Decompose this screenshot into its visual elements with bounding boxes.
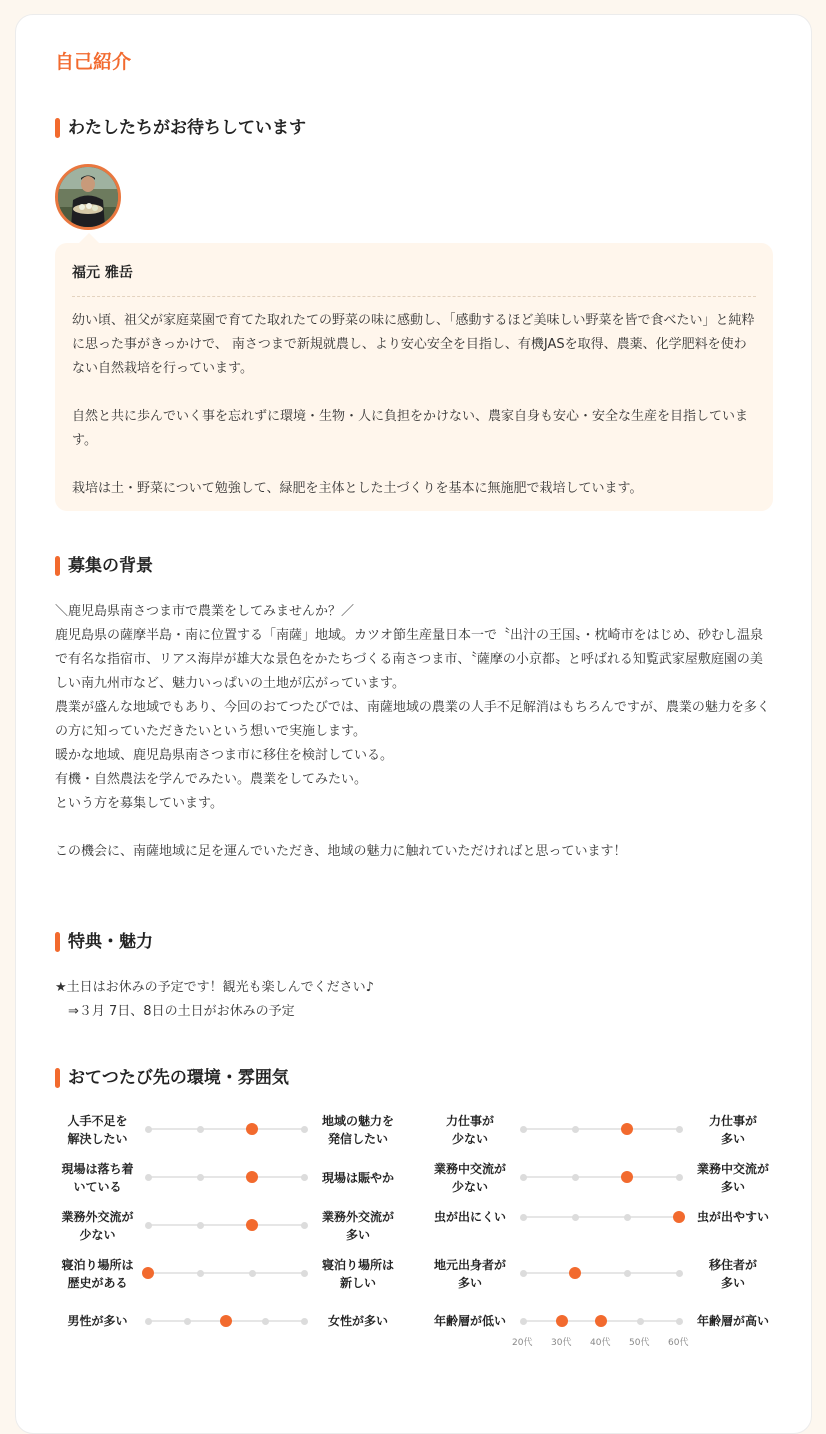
background-line: ＼鹿児島県南さつま市で農業をしてみませんか？／: [55, 604, 355, 619]
host-paragraph: 栽培は土・野菜について勉強して、緑肥を主体とした土づくりを基本に無施肥で栽培しています。: [72, 481, 643, 496]
age-tick-label: 40代: [590, 1338, 611, 1348]
scale-row: [0, 1312, 826, 1352]
scale-left-label: 力仕事が 少ない: [445, 1114, 494, 1146]
scale-right-label: 移住者が 多い: [708, 1258, 757, 1290]
perks-line: ⇒３月 7日、8日の土日がお休みの予定: [55, 1004, 295, 1019]
background-line: この機会に、南薩地域に足を運んでいただき、地域の魅力に触れていただければと思っています！: [55, 844, 627, 859]
background-line: 暖かな地域、鹿児島県南さつま市に移住を検討している。: [55, 748, 394, 763]
scale-right-label: 現場は賑やか: [321, 1171, 394, 1185]
scale-right-label: 年齢層が高い: [696, 1314, 769, 1328]
scale-step: [624, 1214, 631, 1221]
scale-left-label: 現場は落ち着 いている: [61, 1162, 134, 1194]
background-line: という方を募集しています。: [55, 796, 223, 811]
scale-right-label: 地域の魅力を 発信したい: [321, 1114, 394, 1146]
scale-marker: [595, 1315, 607, 1327]
scale-row: [0, 1160, 826, 1200]
background-line: 有機・自然農法を学んでみたい。農業をしてみたい。: [55, 772, 368, 787]
scale-right-label: 寝泊り場所は 新しい: [321, 1258, 394, 1290]
section-heading-host: わたしたちがお待ちしています: [55, 117, 306, 139]
scale-left-label: 寝泊り場所は 歴史がある: [61, 1258, 134, 1290]
scale-track: [523, 1272, 679, 1274]
scale-left-label: 人手不足を 解決したい: [67, 1114, 128, 1146]
perks-line: ★土日はお休みの予定です！観光も楽しんでください♪: [55, 980, 374, 995]
scale-row: [0, 1208, 826, 1248]
scale-marker: [621, 1123, 633, 1135]
scale-right-label: 業務中交流が 多い: [696, 1162, 769, 1194]
scale-step: [676, 1174, 683, 1181]
farmer-photo-icon: [58, 167, 118, 227]
divider: [72, 296, 756, 297]
scale-row: [0, 1256, 826, 1296]
scale-step: [624, 1270, 631, 1277]
age-tick-label: 20代: [512, 1338, 533, 1348]
scale-left-label: 業務外交流が 少ない: [61, 1210, 134, 1242]
scale-track: [523, 1216, 679, 1218]
background-line: 農業が盛んな地域でもあり、今回のおてつたびでは、南薩地域の農業の人手不足解消はもちろんですが、農業の魅力を多くの方に知っていただきたいという想いで実施します。: [55, 700, 770, 739]
page-title: 自己紹介: [55, 51, 132, 73]
scale-step: [520, 1126, 527, 1133]
scale-step: [572, 1174, 579, 1181]
background-line: 鹿児島県の薩摩半島・南に位置する「南薩」地域。カツオ節生産量日本一で〝出汁の王国〟・枕崎市をはじめ、砂むし温泉で有名な指宿市、リアス海岸が雄大な景色をかたちづくる南さつま市、〝薩摩の小京都〟と呼ばれる知覧武家屋敷庭園の美しい南九州市など、魅力いっぱいの土地が広がっています。: [55, 628, 763, 691]
scale-step: [520, 1318, 527, 1325]
scale-track: [523, 1176, 679, 1178]
scale-step: [676, 1270, 683, 1277]
age-tick-label: 60代: [668, 1338, 689, 1348]
scale-left-label: 地元出身者が 多い: [433, 1258, 506, 1290]
scale-row: [0, 1112, 826, 1152]
scale-marker: [673, 1211, 685, 1223]
section-heading-environment: おてつたび先の環境・雰囲気: [55, 1067, 289, 1089]
scale-right-label: 虫が出やすい: [696, 1210, 769, 1224]
background-text: [55, 600, 775, 864]
scale-step: [637, 1318, 644, 1325]
scale-marker: [621, 1171, 633, 1183]
scale-left-label: 業務中交流が 少ない: [433, 1162, 506, 1194]
scale-right-label: 業務外交流が 多い: [321, 1210, 394, 1242]
scale-right-label: 女性が多い: [327, 1314, 388, 1328]
section-heading-perks: 特典・魅力: [55, 931, 153, 953]
host-paragraph: 自然と共に歩んでいく事を忘れずに環境・生物・人に負担をかけない、農家自身も安心・安全な生産を目指しています。: [72, 409, 749, 448]
scale-step: [520, 1174, 527, 1181]
scale-step: [572, 1214, 579, 1221]
scale-step: [520, 1270, 527, 1277]
scale-marker: [556, 1315, 568, 1327]
scale-step: [676, 1126, 683, 1133]
scale-left-label: 年齢層が低い: [433, 1314, 506, 1328]
section-heading-background: 募集の背景: [55, 555, 153, 577]
host-message-bubble: [55, 243, 773, 511]
host-paragraph: 幼い頃、祖父が家庭菜園で育てた取れたての野菜の味に感動し、「感動するほど美味しい野菜を皆で食べたい」と純粋に思った事がきっかけで、 南さつまで新規就農し、より安心安全を目指し、有機JASを取得、農薬、化学肥料を使わない自然栽培を行っています。: [72, 313, 755, 376]
age-tick-label: 30代: [551, 1338, 572, 1348]
host-name: 福元 雅岳: [72, 265, 133, 281]
scale-right-label: 力仕事が 多い: [708, 1114, 757, 1146]
age-tick-label: 50代: [629, 1338, 650, 1348]
scale-track: [523, 1128, 679, 1130]
host-avatar: [55, 164, 121, 230]
scale-step: [676, 1318, 683, 1325]
scale-step: [572, 1126, 579, 1133]
scale-step: [520, 1214, 527, 1221]
scale-marker: [569, 1267, 581, 1279]
scale-left-label: 男性が多い: [67, 1314, 128, 1328]
scale-left-label: 虫が出にくい: [433, 1210, 506, 1224]
perks-text: [55, 976, 775, 1024]
